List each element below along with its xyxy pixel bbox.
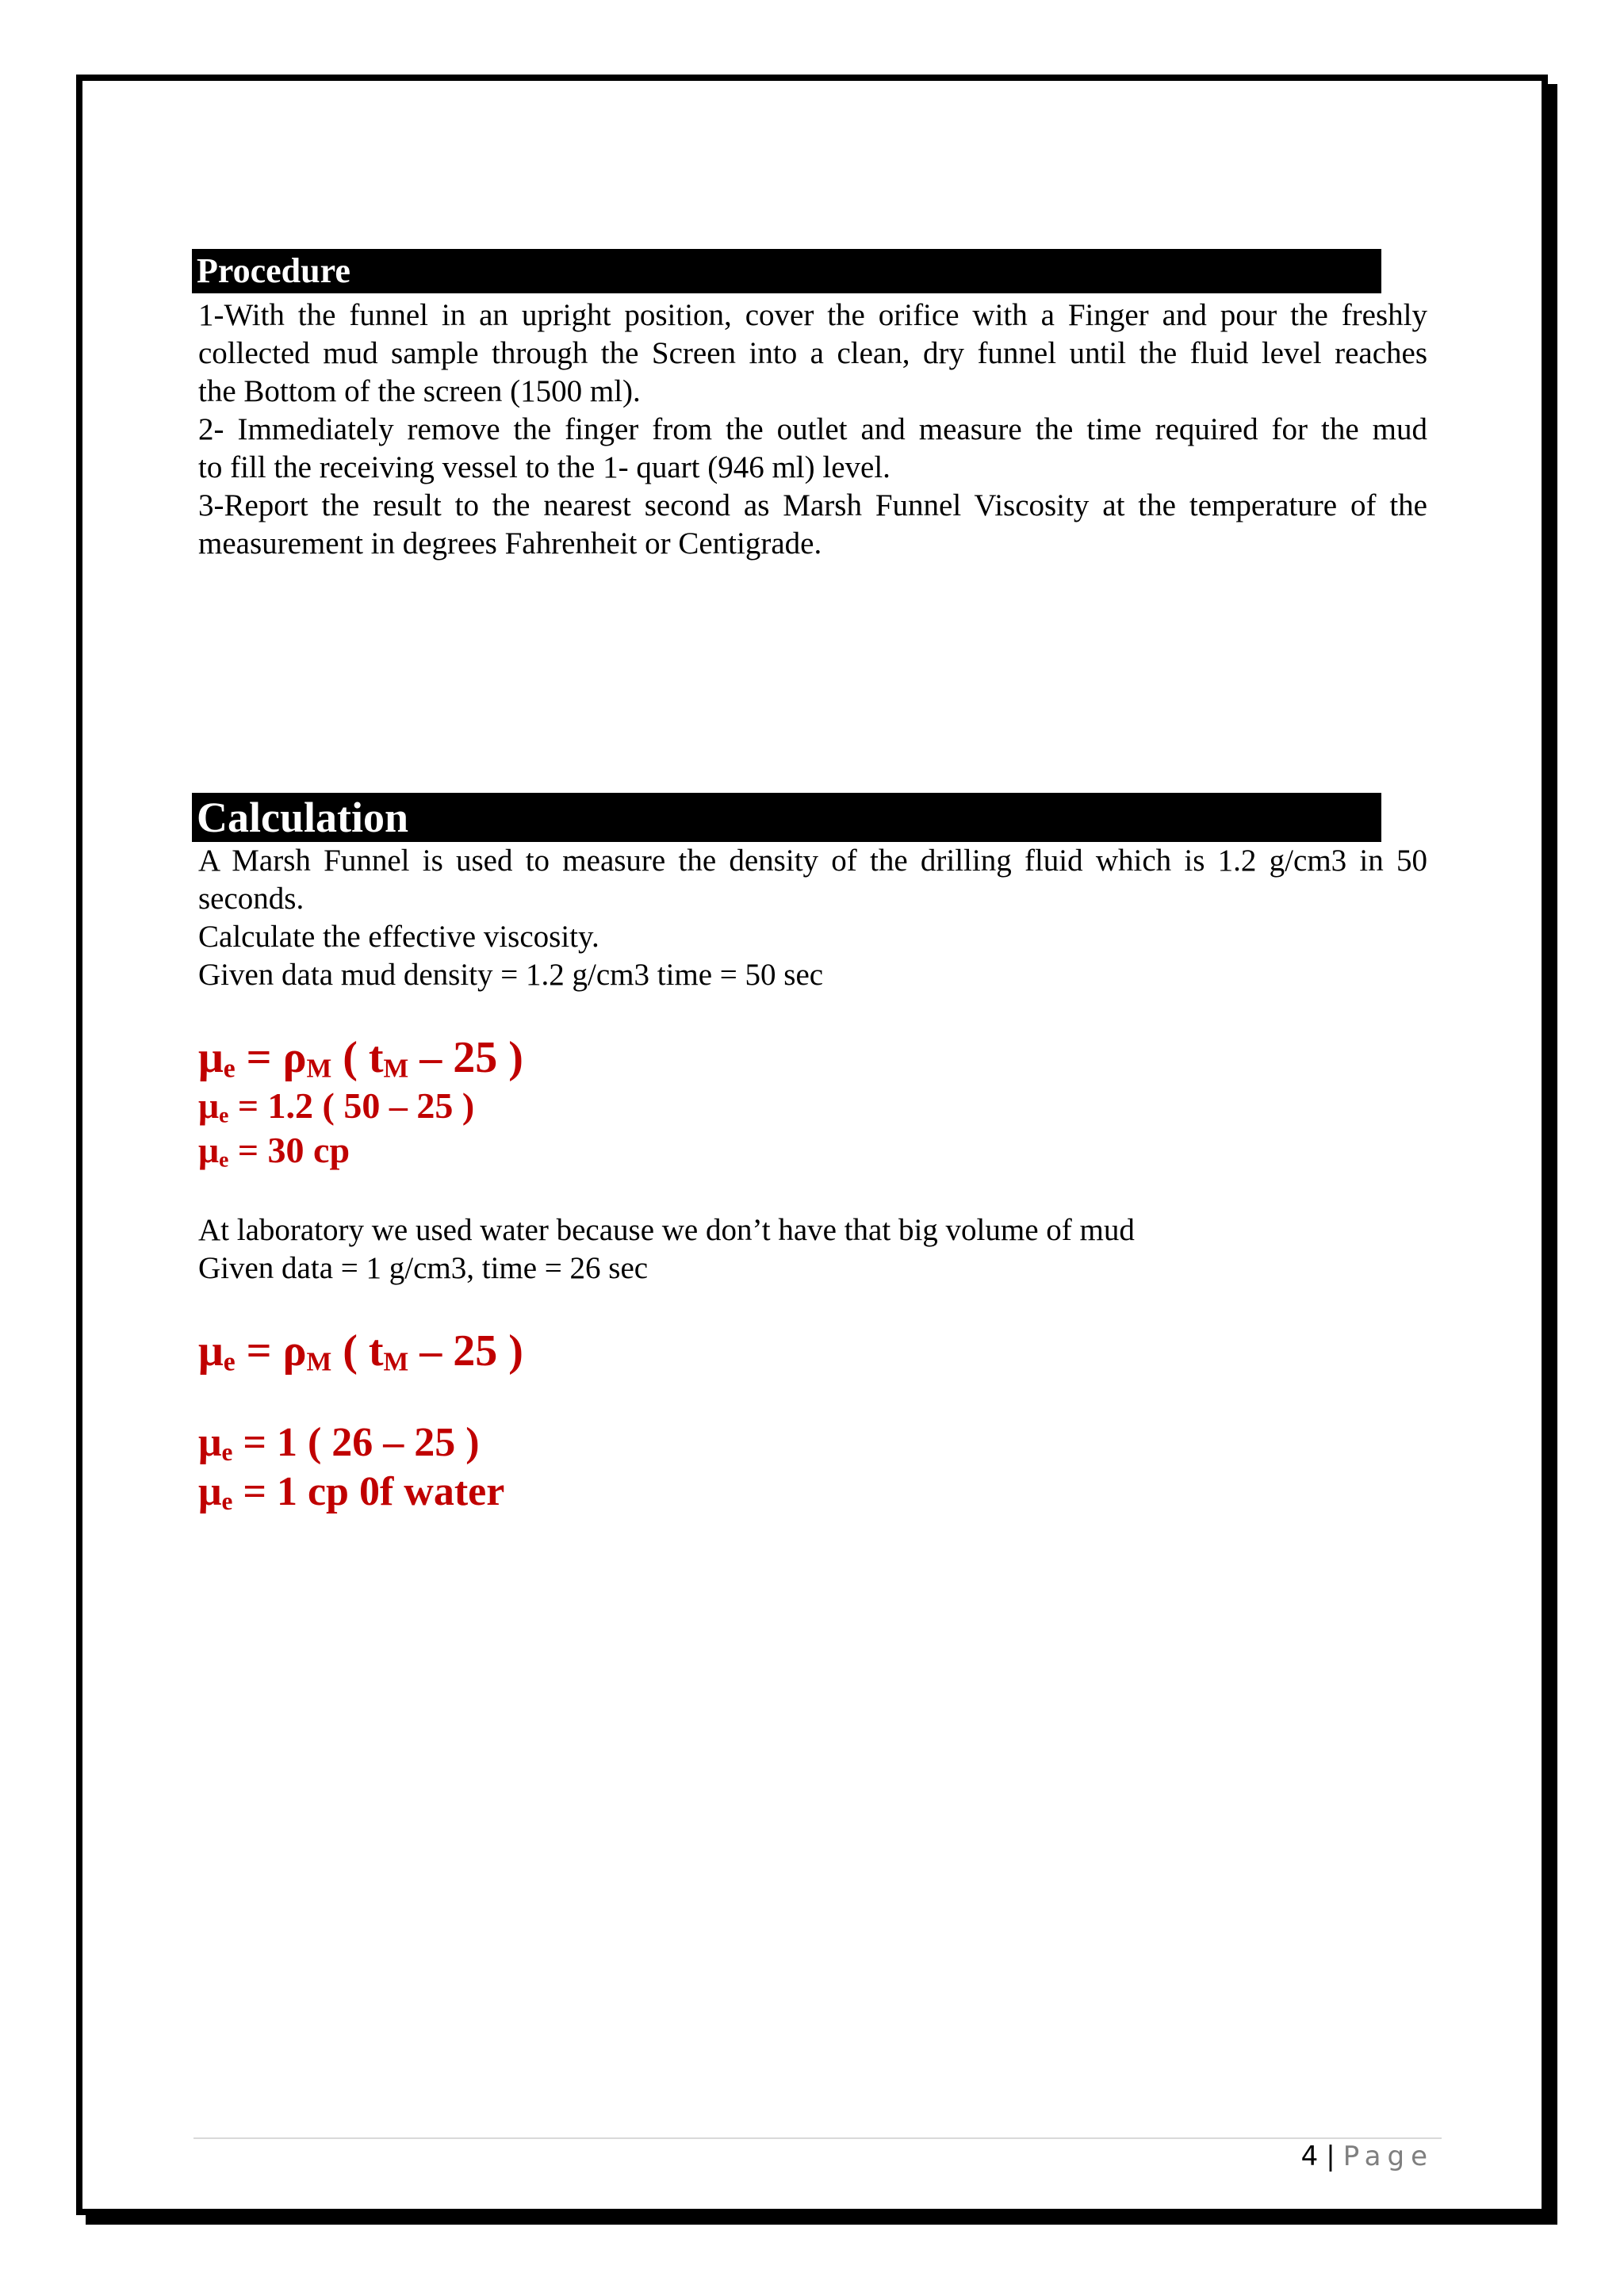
calculation-line: seconds. — [198, 882, 304, 916]
lab-line: Given data = 1 g/cm3, time = 26 sec — [198, 1251, 649, 1285]
procedure-line: 3-Report the result to the nearest second as Marsh Funnel Viscosity at the temperature of the — [198, 488, 1427, 522]
procedure-line: 1-With the funnel in an upright position, cover the orifice with a Finger and pour the freshly — [198, 298, 1427, 332]
footer-rule — [193, 2137, 1442, 2139]
footer-separator: | — [1326, 2141, 1335, 2172]
viscosity-formula-lab: $\mu_e = \rho_M$ ( $t_M - 25$ ) — [198, 1326, 523, 1377]
procedure-line: to fill the receiving vessel to the 1- quart (946 ml) level. — [198, 450, 891, 484]
lab-calculation-result: $\mu_e = 1$ cp 0f water — [198, 1469, 505, 1516]
lab-calculation-step: $\mu_e = 1$ ( 26 – 25 ) — [198, 1420, 480, 1467]
procedure-line: collected mud sample through the Screen into a clean, dry funnel until the fluid level reaches — [198, 336, 1427, 370]
calculation-heading: Calculation — [192, 793, 1381, 842]
calculation-result: $\mu_e = 30$ cp — [198, 1130, 350, 1172]
page-number: 4 — [1300, 2141, 1319, 2172]
calculation-intro — [198, 842, 1427, 994]
calculation-line: A Marsh Funnel is used to measure the density of the drilling fluid which is 1.2 g/cm3 in 50 — [198, 844, 1427, 878]
calculation-line: Given data mud density = 1.2 g/cm3 time = 50 sec — [198, 958, 824, 992]
procedure-line: measurement in degrees Fahrenheit or Centigrade. — [198, 526, 822, 561]
page-footer — [1301, 2141, 1434, 2172]
viscosity-formula: $\mu_e = \rho_M$ ( $t_M - 25$ ) — [198, 1033, 523, 1084]
procedure-heading: Procedure — [192, 249, 1381, 293]
procedure-line: 2- Immediately remove the finger from the outlet and measure the time required for the mud — [198, 412, 1427, 446]
calculation-step: $\mu_e = 1.2$ ( 50 – 25 ) — [198, 1085, 475, 1127]
calculation-line: Calculate the effective viscosity. — [198, 920, 599, 954]
lab-text — [198, 1211, 1427, 1288]
procedure-line: the Bottom of the screen (1500 ml). — [198, 374, 641, 408]
procedure-text — [198, 297, 1427, 563]
page-word: Page — [1342, 2141, 1434, 2172]
lab-line: At laboratory we used water because we don’t have that big volume of mud — [198, 1213, 1135, 1247]
